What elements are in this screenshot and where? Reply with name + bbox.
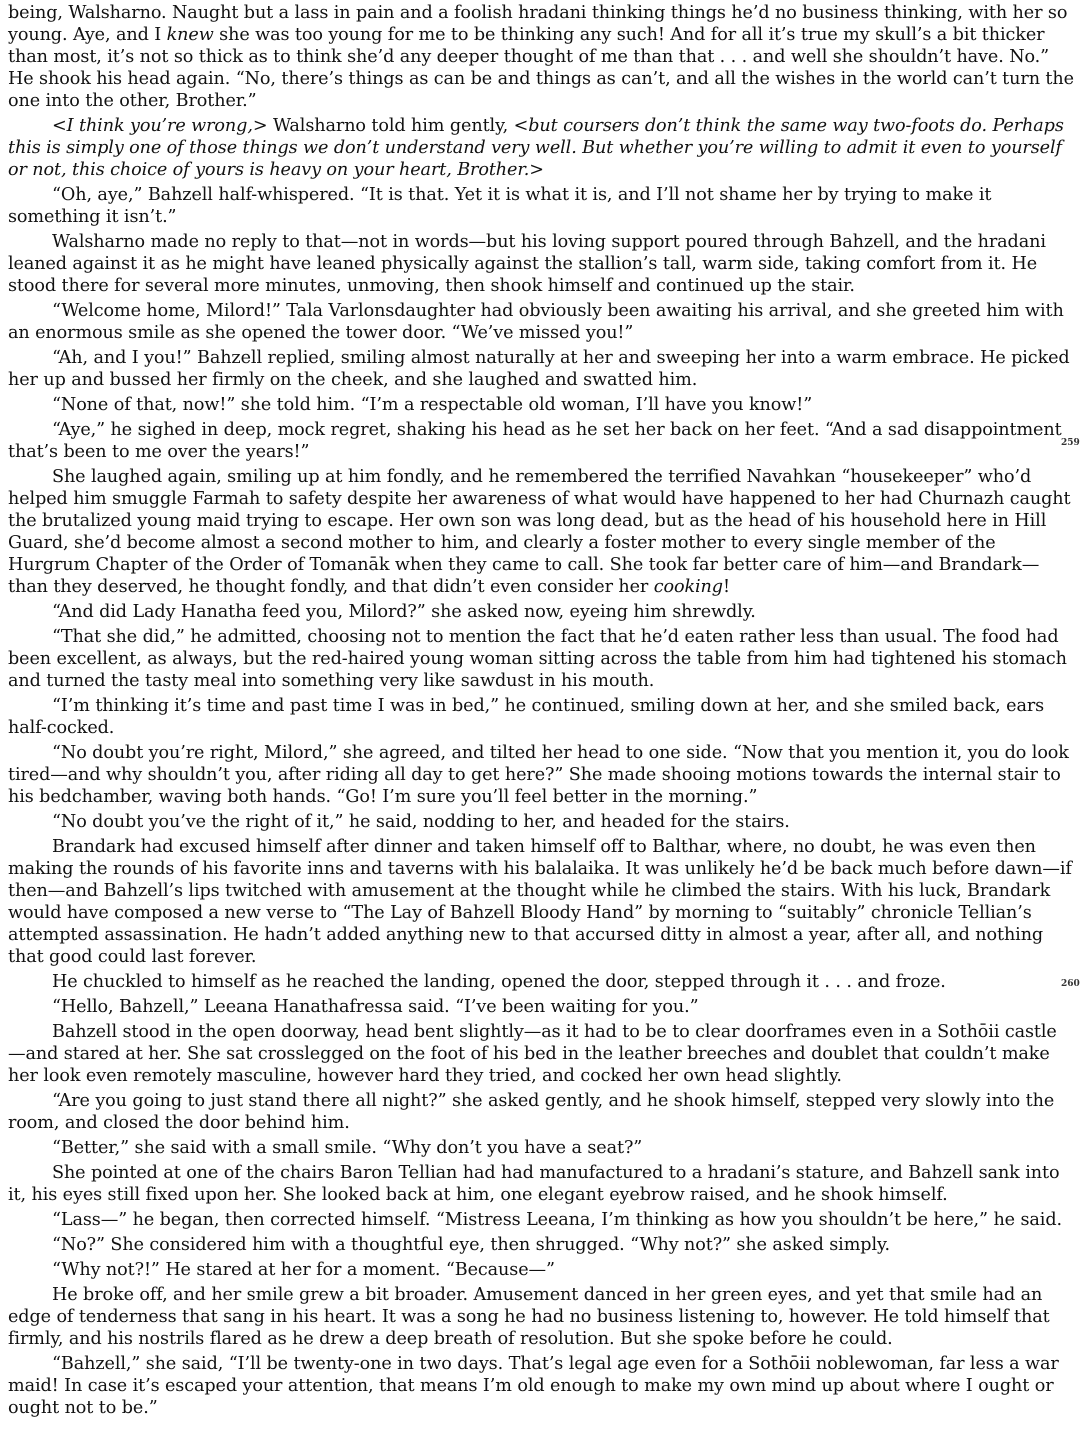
italic-text: knew bbox=[166, 25, 214, 45]
text-run: Walsharno made no reply to that—not in words—but his loving support poured through Bahzell, and the hradani leaned against it as he might have leaned physically against the stallion’s tall, warm side, taking comfort from it. He stood there for several more minutes, unmoving, then shook himself and continued up the stair. bbox=[8, 232, 1046, 296]
text-run: “Better,” she said with a small smile. “Why don’t you have a seat?” bbox=[52, 1138, 643, 1158]
paragraph bbox=[8, 811, 1074, 833]
book-page-text bbox=[8, 2, 1074, 1422]
paragraph bbox=[8, 2, 1074, 112]
paragraph bbox=[8, 601, 1074, 623]
italic-text: cooking bbox=[653, 577, 723, 597]
paragraph bbox=[8, 996, 1074, 1018]
text-run: “Are you going to just stand there all night?” she asked gently, and he shook himself, stepped very slowly into the room, and closed the door behind him. bbox=[8, 1091, 1055, 1133]
text-run: “Why not?!” He stared at her for a moment. “Because—” bbox=[52, 1260, 555, 1280]
text-run: Walsharno told him gently, bbox=[267, 116, 514, 136]
paragraph bbox=[8, 1259, 1074, 1281]
text-run: “Bahzell,” she said, “I’ll be twenty-one in two days. That’s legal age even for a Sothōii noblewoman, far less a war maid! In case it’s escaped your attention, that means I’m old enough to make my own mind up about where I ought or ought not to be.” bbox=[8, 1354, 1059, 1418]
text-run: She pointed at one of the chairs Baron Tellian had had manufactured to a hradani’s stature, and Bahzell sank into it, his eyes still fixed upon her. She looked back at him, one elegant eyebrow raised, and he shook himself. bbox=[8, 1163, 1060, 1205]
paragraph bbox=[8, 1162, 1074, 1206]
text-run: She laughed again, smiling up at him fondly, and he remembered the terrified Navahkan “housekeeper” who’d helped him smuggle Farmah to safety despite her awareness of what would have happened to her had Churnazh caught the brutalized young maid trying to escape. Her own son was long dead, but as the head of his household here in Hill Guard, she’d become almost a second mother to him, and clearly a foster mother to every single member of the Hurgrum Chapter of the Order of Tomanāk when they came to call. She took far better care of him—and Brandark—than they deserved, he thought fondly, and that didn’t even consider her bbox=[8, 467, 1071, 597]
text-run: “No doubt you’re right, Milord,” she agreed, and tilted her head to one side. “Now that you mention it, you do look tired—and why shouldn’t you, after riding all day to get here?” She made shooing motions towards the internal stair to his bedchamber, waving both hands. “Go! I’m sure you’ll feel better in the morning.” bbox=[8, 743, 1069, 807]
paragraph bbox=[8, 1021, 1074, 1087]
text-run: He broke off, and her smile grew a bit broader. Amusement danced in her green eyes, and yet that smile had an edge of tenderness that sang in his heart. It was a song he had no business listening to, however. He told himself that firmly, and his nostrils flared as he drew a deep breath of resolution. But she spoke before he could. bbox=[8, 1285, 1050, 1349]
paragraph bbox=[8, 231, 1074, 297]
italic-text: <I think you’re wrong,> bbox=[52, 116, 268, 136]
text-run: she was too young for me to be thinking any such! And for all it’s true my skull’s a bit thicker than most, it’s not so thick as to think she’d any deeper thought of me than that . . . and well she shouldn’t have. No.” He shook his head again. “No, there’s things as can be and things as can’t, and all the wishes in the world can’t turn the one into the other, Brother.” bbox=[8, 25, 1074, 111]
text-run: “No?” She considered him with a thoughtful eye, then shrugged. “Why not?” she asked simply. bbox=[52, 1235, 890, 1255]
italic-text: <but coursers don’t think the same way two-foots do. Perhaps this is simply one of those things we don’t understand very well. But whether you’re willing to admit it even to yourself or not, this choice of yours is heavy on your heart, Brother.> bbox=[8, 116, 1064, 180]
paragraph bbox=[8, 626, 1074, 692]
paragraph bbox=[8, 394, 1074, 416]
paragraph bbox=[8, 115, 1074, 181]
paragraph bbox=[8, 1090, 1074, 1134]
paragraph bbox=[8, 347, 1074, 391]
paragraph bbox=[8, 971, 1074, 993]
paragraph bbox=[8, 1284, 1074, 1350]
text-run: “No doubt you’ve the right of it,” he said, nodding to her, and headed for the stairs. bbox=[52, 812, 790, 832]
paragraph bbox=[8, 300, 1074, 344]
paragraph bbox=[8, 466, 1074, 598]
text-run: He chuckled to himself as he reached the landing, opened the door, stepped through it . . . and froze. bbox=[52, 972, 946, 992]
text-run: “Aye,” he sighed in deep, mock regret, shaking his head as he set her back on her feet. “And a sad disappointment that’s been to me over the years!” bbox=[8, 420, 1062, 462]
paragraph bbox=[8, 695, 1074, 739]
text-run: Bahzell stood in the open doorway, head bent slightly—as it had to be to clear doorframes even in a Sothōii castle—and stared at her. She sat crosslegged on the foot of his bed in the leather breeches and doublet that couldn’t make her look even remotely masculine, however hard they tried, and cocked her own head slightly. bbox=[8, 1022, 1057, 1086]
paragraph bbox=[8, 836, 1074, 968]
text-run: ! bbox=[722, 577, 730, 597]
page-number-259: 259 bbox=[1061, 438, 1080, 448]
text-run: “And did Lady Hanatha feed you, Milord?” she asked now, eyeing him shrewdly. bbox=[52, 602, 756, 622]
paragraph bbox=[8, 742, 1074, 808]
text-run: “Lass—” he began, then corrected himself. “Mistress Leeana, I’m thinking as how you shouldn’t be here,” he said. bbox=[52, 1210, 1062, 1230]
page-number-260: 260 bbox=[1061, 979, 1080, 989]
paragraph bbox=[8, 1209, 1074, 1231]
text-run: “Oh, aye,” Bahzell half-whispered. “It is that. Yet it is what it is, and I’ll not shame her by trying to make it something it isn’t.” bbox=[8, 185, 992, 227]
paragraph bbox=[8, 1353, 1074, 1419]
text-run: “I’m thinking it’s time and past time I was in bed,” he continued, smiling down at her, and she smiled back, ears half-cocked. bbox=[8, 696, 1045, 738]
paragraph bbox=[8, 1234, 1074, 1256]
paragraph bbox=[8, 184, 1074, 228]
paragraph bbox=[8, 419, 1074, 463]
text-run: “Welcome home, Milord!” Tala Varlonsdaughter had obviously been awaiting his arrival, and she greeted him with an enormous smile as she opened the tower door. “We’ve missed you!” bbox=[8, 301, 1064, 343]
paragraph bbox=[8, 1137, 1074, 1159]
text-run: “That she did,” he admitted, choosing not to mention the fact that he’d eaten rather less than usual. The food had been excellent, as always, but the red-haired young woman sitting across the table from him had tightened his stomach and turned the tasty meal into something very like sawdust in his mouth. bbox=[8, 627, 1067, 691]
text-run: being, Walsharno. Naught but a lass in pain and a foolish hradani thinking things he’d no business thinking, with her so young. Aye, and I bbox=[8, 3, 1068, 45]
text-run: “None of that, now!” she told him. “I’m a respectable old woman, I’ll have you know!” bbox=[52, 395, 813, 415]
text-run: Brandark had excused himself after dinner and taken himself off to Balthar, where, no doubt, he was even then making the rounds of his favorite inns and taverns with his balalaika. It was unlikely he’d be back much before dawn—if then—and Bahzell’s lips twitched with amusement at the thought while he climbed the stairs. With his luck, Brandark would have composed a new verse to “The Lay of Bahzell Bloody Hand” by morning to “suitably” chronicle Tellian’s attempted assassination. He hadn’t added anything new to that accursed ditty in almost a year, after all, and nothing that good could last forever. bbox=[8, 837, 1072, 967]
text-run: “Hello, Bahzell,” Leeana Hanathafressa said. “I’ve been waiting for you.” bbox=[52, 997, 699, 1017]
text-run: “Ah, and I you!” Bahzell replied, smiling almost naturally at her and sweeping her into a warm embrace. He picked her up and bussed her firmly on the cheek, and she laughed and swatted him. bbox=[8, 348, 1070, 390]
